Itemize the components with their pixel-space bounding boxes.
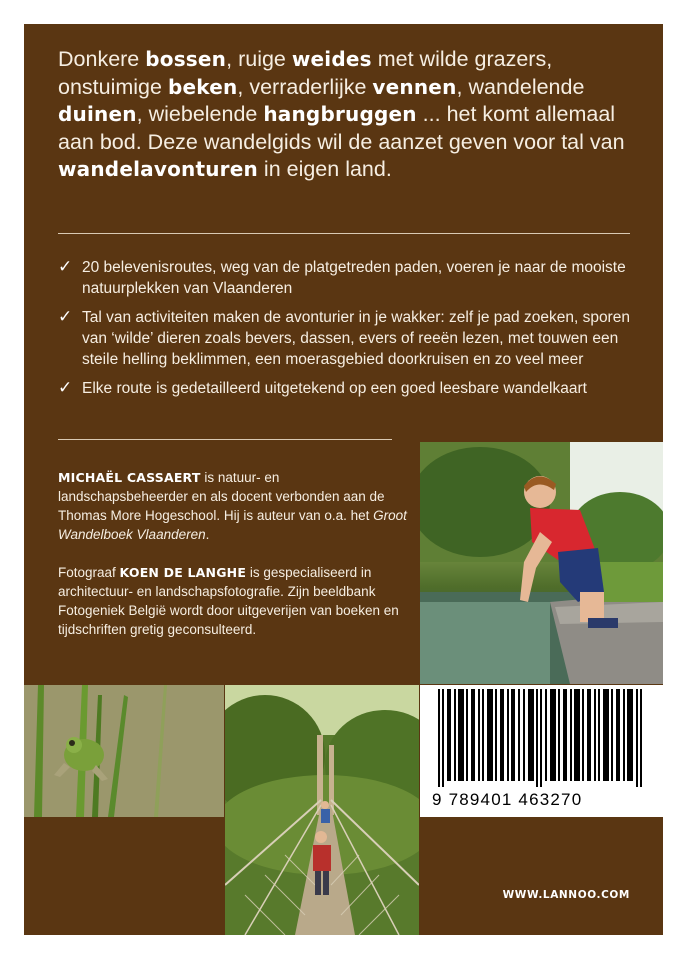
check-icon: ✓ <box>58 257 73 277</box>
intro-text: ... het komt allemaal aan bod. Deze wandelgids wil de aanzet geven voor tal van <box>58 102 625 154</box>
intro-text: , wandelende <box>456 74 585 99</box>
intro-text: met wilde grazers, onstuimige <box>58 47 553 99</box>
back-cover <box>24 24 663 935</box>
photo-suspension-bridge <box>225 685 419 935</box>
intro-text: , ruige <box>226 47 292 71</box>
keyword-beken: beken <box>167 74 238 99</box>
photographer-bio <box>58 563 408 639</box>
barcode-bars <box>430 689 652 787</box>
author-bio <box>58 468 408 544</box>
feature-item <box>58 378 648 399</box>
keyword-vennen: vennen <box>372 74 457 99</box>
author-bio-text: is natuur- en landschapsbeheerder en als docent verbonden aan de Thomas More Hogeschool. Hij is auteur van o.a. het <box>58 470 385 523</box>
barcode <box>420 685 663 817</box>
frog-illustration <box>24 685 224 817</box>
divider-bio <box>58 439 392 440</box>
author-book-title: Groot Wandelboek Vlaanderen <box>58 508 407 542</box>
feature-text: Elke route is gedetailleerd uitgetekend op een goed leesbare wandelkaart <box>82 380 587 397</box>
author-name: MICHAËL CASSAERT <box>58 470 201 485</box>
intro-text: , verraderlijke <box>237 74 373 99</box>
photo-boy-at-stream <box>420 442 663 684</box>
keyword-wandelavonturen: wandelavonturen <box>58 157 258 181</box>
feature-text: Tal van activiteiten maken de avonturier in je wakker: zelf je pad zoeken, sporen van ‘wilde’ dieren zoals bevers, dassen, evers of reeën lezen, met touwen een steile helling beklimmen, een moerasgebied doorkruisen en zo veel meer <box>82 309 630 368</box>
publisher-website: WWW.LANNOO.COM <box>502 889 630 901</box>
photographer-name: KOEN DE LANGHE <box>119 565 247 580</box>
bridge-illustration <box>225 685 419 935</box>
check-icon: ✓ <box>58 378 73 398</box>
check-icon: ✓ <box>58 307 73 327</box>
feature-list <box>58 257 648 407</box>
feature-text: 20 belevenisroutes, weg van de platgetreden paden, voeren je naar de mooiste natuurplekken van Vlaanderen <box>82 259 626 297</box>
feature-item <box>58 257 648 299</box>
photographer-bio-text: Fotograaf <box>58 565 120 580</box>
bio-section <box>58 468 408 658</box>
feature-item <box>58 307 648 370</box>
keyword-duinen: duinen <box>58 102 137 126</box>
keyword-weides: weides <box>291 47 372 71</box>
intro-text: , wiebelende <box>136 102 264 126</box>
divider-top <box>58 233 630 234</box>
author-bio-text: . <box>205 527 210 542</box>
boy-illustration <box>420 442 663 684</box>
intro-text: in eigen land. <box>257 157 392 181</box>
photo-tree-frog <box>24 685 224 817</box>
intro-text: Donkere <box>58 47 146 71</box>
intro-paragraph <box>58 46 638 184</box>
keyword-hangbruggen: hangbruggen <box>263 102 417 126</box>
keyword-bossen: bossen <box>145 47 227 71</box>
isbn-number: 9 789401 463270 <box>432 790 583 809</box>
photographer-bio-text: is gespecialiseerd in architectuur- en landschapsfotografie. Zijn beeldbank Fotogeniek België wordt door uitgeverijen van boeken en tijdschriften gretig geconsulteerd. <box>58 565 399 637</box>
